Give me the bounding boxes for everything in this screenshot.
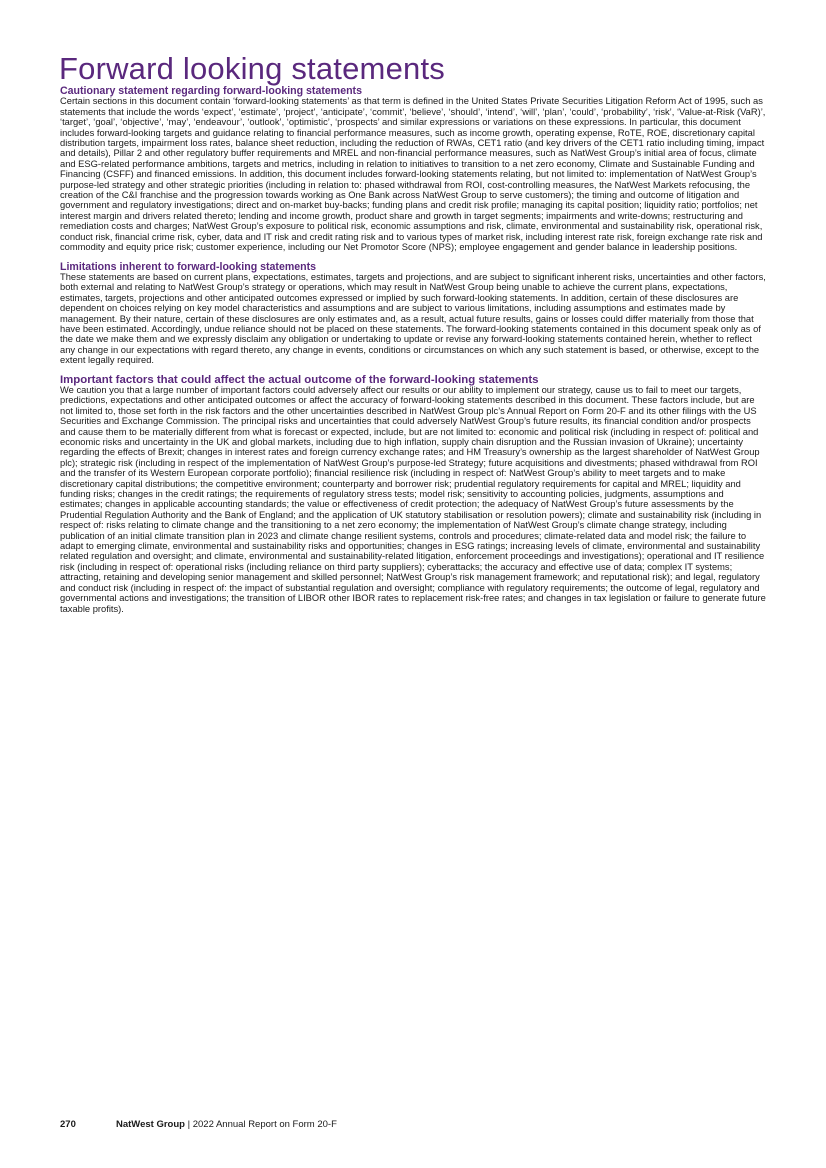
- section-heading: Important factors that could affect the actual outcome of the forward-looking statements: [60, 373, 539, 386]
- page-number: 270: [60, 1119, 76, 1130]
- section-cautionary-statement: [60, 86, 768, 253]
- footer-separator: |: [184, 1119, 193, 1130]
- page-footer: [60, 1119, 337, 1130]
- section-heading: Cautionary statement regarding forward-looking statements: [60, 85, 362, 97]
- section-important-factors: [60, 375, 768, 614]
- document-body: [60, 86, 768, 623]
- section-limitations: [60, 262, 768, 366]
- page-title: Forward looking statements: [59, 51, 445, 86]
- section-paragraph: Certain sections in this document contain ‘forward-looking statements’ as that term is defined in the United States Private Securities Litigation Reform Act of 1995, such as statements that include the words ‘expect’, ‘estimate’, ‘project’, ‘anticipate’, ‘commit’, ‘believe’, ‘should’, ‘intend’, ‘will’, ‘plan’, ‘could’, ‘probability’, ‘risk’, ‘Value-at-Risk (VaR)’, ‘target’, ‘goal’, ‘objective’, ‘may’, ‘endeavour’, ‘outlook’, ‘optimistic’, ‘prospects’ and similar expressions or variations on these expressions. In particular, this document includes forward-looking targets and guidance relating to financial performance measures, such as income growth, operating expense, RoTE, ROE, discretionary capital distribution targets, impairment loss rates, balance sheet reduction, including the reduction of RWAs, CET1 ratio (and key drivers of the CET1 ratio including timing, impact and details), Pillar 2 and other regulatory buffer requirements and MREL and non-financial performance measures, such as NatWest Group’s initial area of focus, climate and ESG-related performance ambitions, targets and metrics, including in relation to initiatives to transition to a net zero economy, Climate and Sustainable Funding and Financing (CSFF) and financed emissions. In addition, this document includes forward-looking statements relating, but not limited to: implementation of NatWest Group’s purpose-led strategy and other strategic priorities (including in relation to: phased withdrawal from ROI, cost-controlling measures, the NatWest Markets refocusing, the creation of the C&I franchise and the progression towards working as One Bank across NatWest Group to serve customers); the timing and outcome of litigation and government and regulatory investigations; direct and on-market buy-backs; funding plans and credit risk profile; managing its capital position; liquidity ratio; portfolios; net interest margin and drivers related thereto; lending and income growth, product share and growth in target segments; impairments and write-downs; restructuring and remediation costs and charges; NatWest Group’s exposure to political risk, economic assumptions and risk, climate, environmental and sustainability risk, operational risk, conduct risk, financial crime risk, cyber, data and IT risk and credit rating risk and to various types of market risk, including interest rate risk, foreign exchange rate risk and commodity and equity price risk; customer experience, including our Net Promotor Score (NPS); employee engagement and gender balance in leadership positions.: [60, 96, 766, 253]
- section-heading: Limitations inherent to forward-looking statements: [60, 260, 317, 273]
- footer-brand: NatWest Group: [116, 1119, 185, 1130]
- section-paragraph: We caution you that a large number of important factors could adversely affect our results or our ability to implement our strategy, cause us to fail to meet our targets, predictions, expectations and other anticipated outcomes or affect the accuracy of forward-looking statements described in this document. These factors include, but are not limited to, those set forth in the risk factors and the other uncertainties described in NatWest Group plc’s Annual Report on Form 20-F and its other filings with the US Securities and Exchange Commission. The principal risks and uncertainties that could adversely NatWest Group’s future results, its financial condition and/or prospects and cause them to be materially different from what is forecast or expected, include, but are not limited to: economic and political risk (including in respect of: political and economic risks and uncertainty in the UK and global markets, including due to high inflation, supply chain disruption and the Russian invasion of Ukraine); uncertainty regarding the effects of Brexit; changes in interest rates and foreign currency exchange rates; and HM Treasury’s ownership as the largest shareholder of NatWest Group plc); strategic risk (including in respect of the implementation of NatWest Group’s purpose-led Strategy; future acquisitions and divestments; phased withdrawal from ROI and the transfer of its Western European corporate portfolio); financial resilience risk (including in respect of: NatWest Group’s ability to meet targets and to make discretionary capital distributions; the competitive environment; counterparty and borrower risk; prudential regulatory requirements for capital and MREL; liquidity and funding risks; changes in the credit ratings; the requirements of regulatory stress tests; model risk; sensitivity to accounting policies, judgments, assumptions and estimates; changes in applicable accounting standards; the value or effectiveness of credit protection; the adequacy of NatWest Group’s future assessments by the Prudential Regulation Authority and the Bank of England; and the application of UK statutory stabilisation or resolution powers); climate and sustainability risk (including in respect of: risks relating to climate change and the transitioning to a net zero economy; the implementation of NatWest Group’s climate change strategy, including publication of an initial climate transition plan in 2023 and climate change resilient systems, controls and procedures; climate-related data and model risk; the failure to adapt to emerging climate, environmental and sustainability risks and opportunities; changes in ESG ratings; increasing levels of climate, environmental and sustainability related regulation and oversight; and climate, environmental and sustainability-related litigation, enforcement proceedings and investigations); operational and IT resilience risk (including in respect of: operational risks (including reliance on third party suppliers); cyberattacks; the accuracy and effective use of data; complex IT systems; attracting, retaining and developing senior management and skilled personnel; NatWest Group’s risk management framework; and reputational risk); and legal, regulatory and conduct risk (including in respect of: the impact of substantial regulation and oversight; compliance with regulatory requirements; the outcome of legal, regulatory and governmental actions and investigations; the transition of LIBOR other IBOR rates to replacement risk-free rates; and changes in tax legislation or failure to generate future taxable profits).: [60, 384, 766, 614]
- section-paragraph: These statements are based on current plans, expectations, estimates, targets and projections, and are subject to significant inherent risks, uncertainties and other factors, both external and relating to NatWest Group’s strategy or operations, which may result in NatWest Group being unable to achieve the current plans, expectations, estimates, targets, projections and other anticipated outcomes expressed or implied by such forward-looking statements. In addition, certain of these disclosures are dependent on choices relying on key model characteristics and assumptions and are subject to various limitations, including assumptions and estimates made by management. By their nature, certain of these disclosures are only estimates and, as a result, actual future results, gains or losses could differ materially from those that have been estimated. Accordingly, undue reliance should not be placed on these statements. The forward-looking statements contained in this document speak only as of the date we make them and we expressly disclaim any obligation or undertaking to update or revise any forward-looking statements contained herein, whether to reflect any change in our expectations with regard thereto, any change in events, conditions or circumstances on which any such statement is based, or otherwise, except to the extent legally required.: [60, 271, 766, 366]
- footer-report-title: 2022 Annual Report on Form 20-F: [192, 1119, 337, 1130]
